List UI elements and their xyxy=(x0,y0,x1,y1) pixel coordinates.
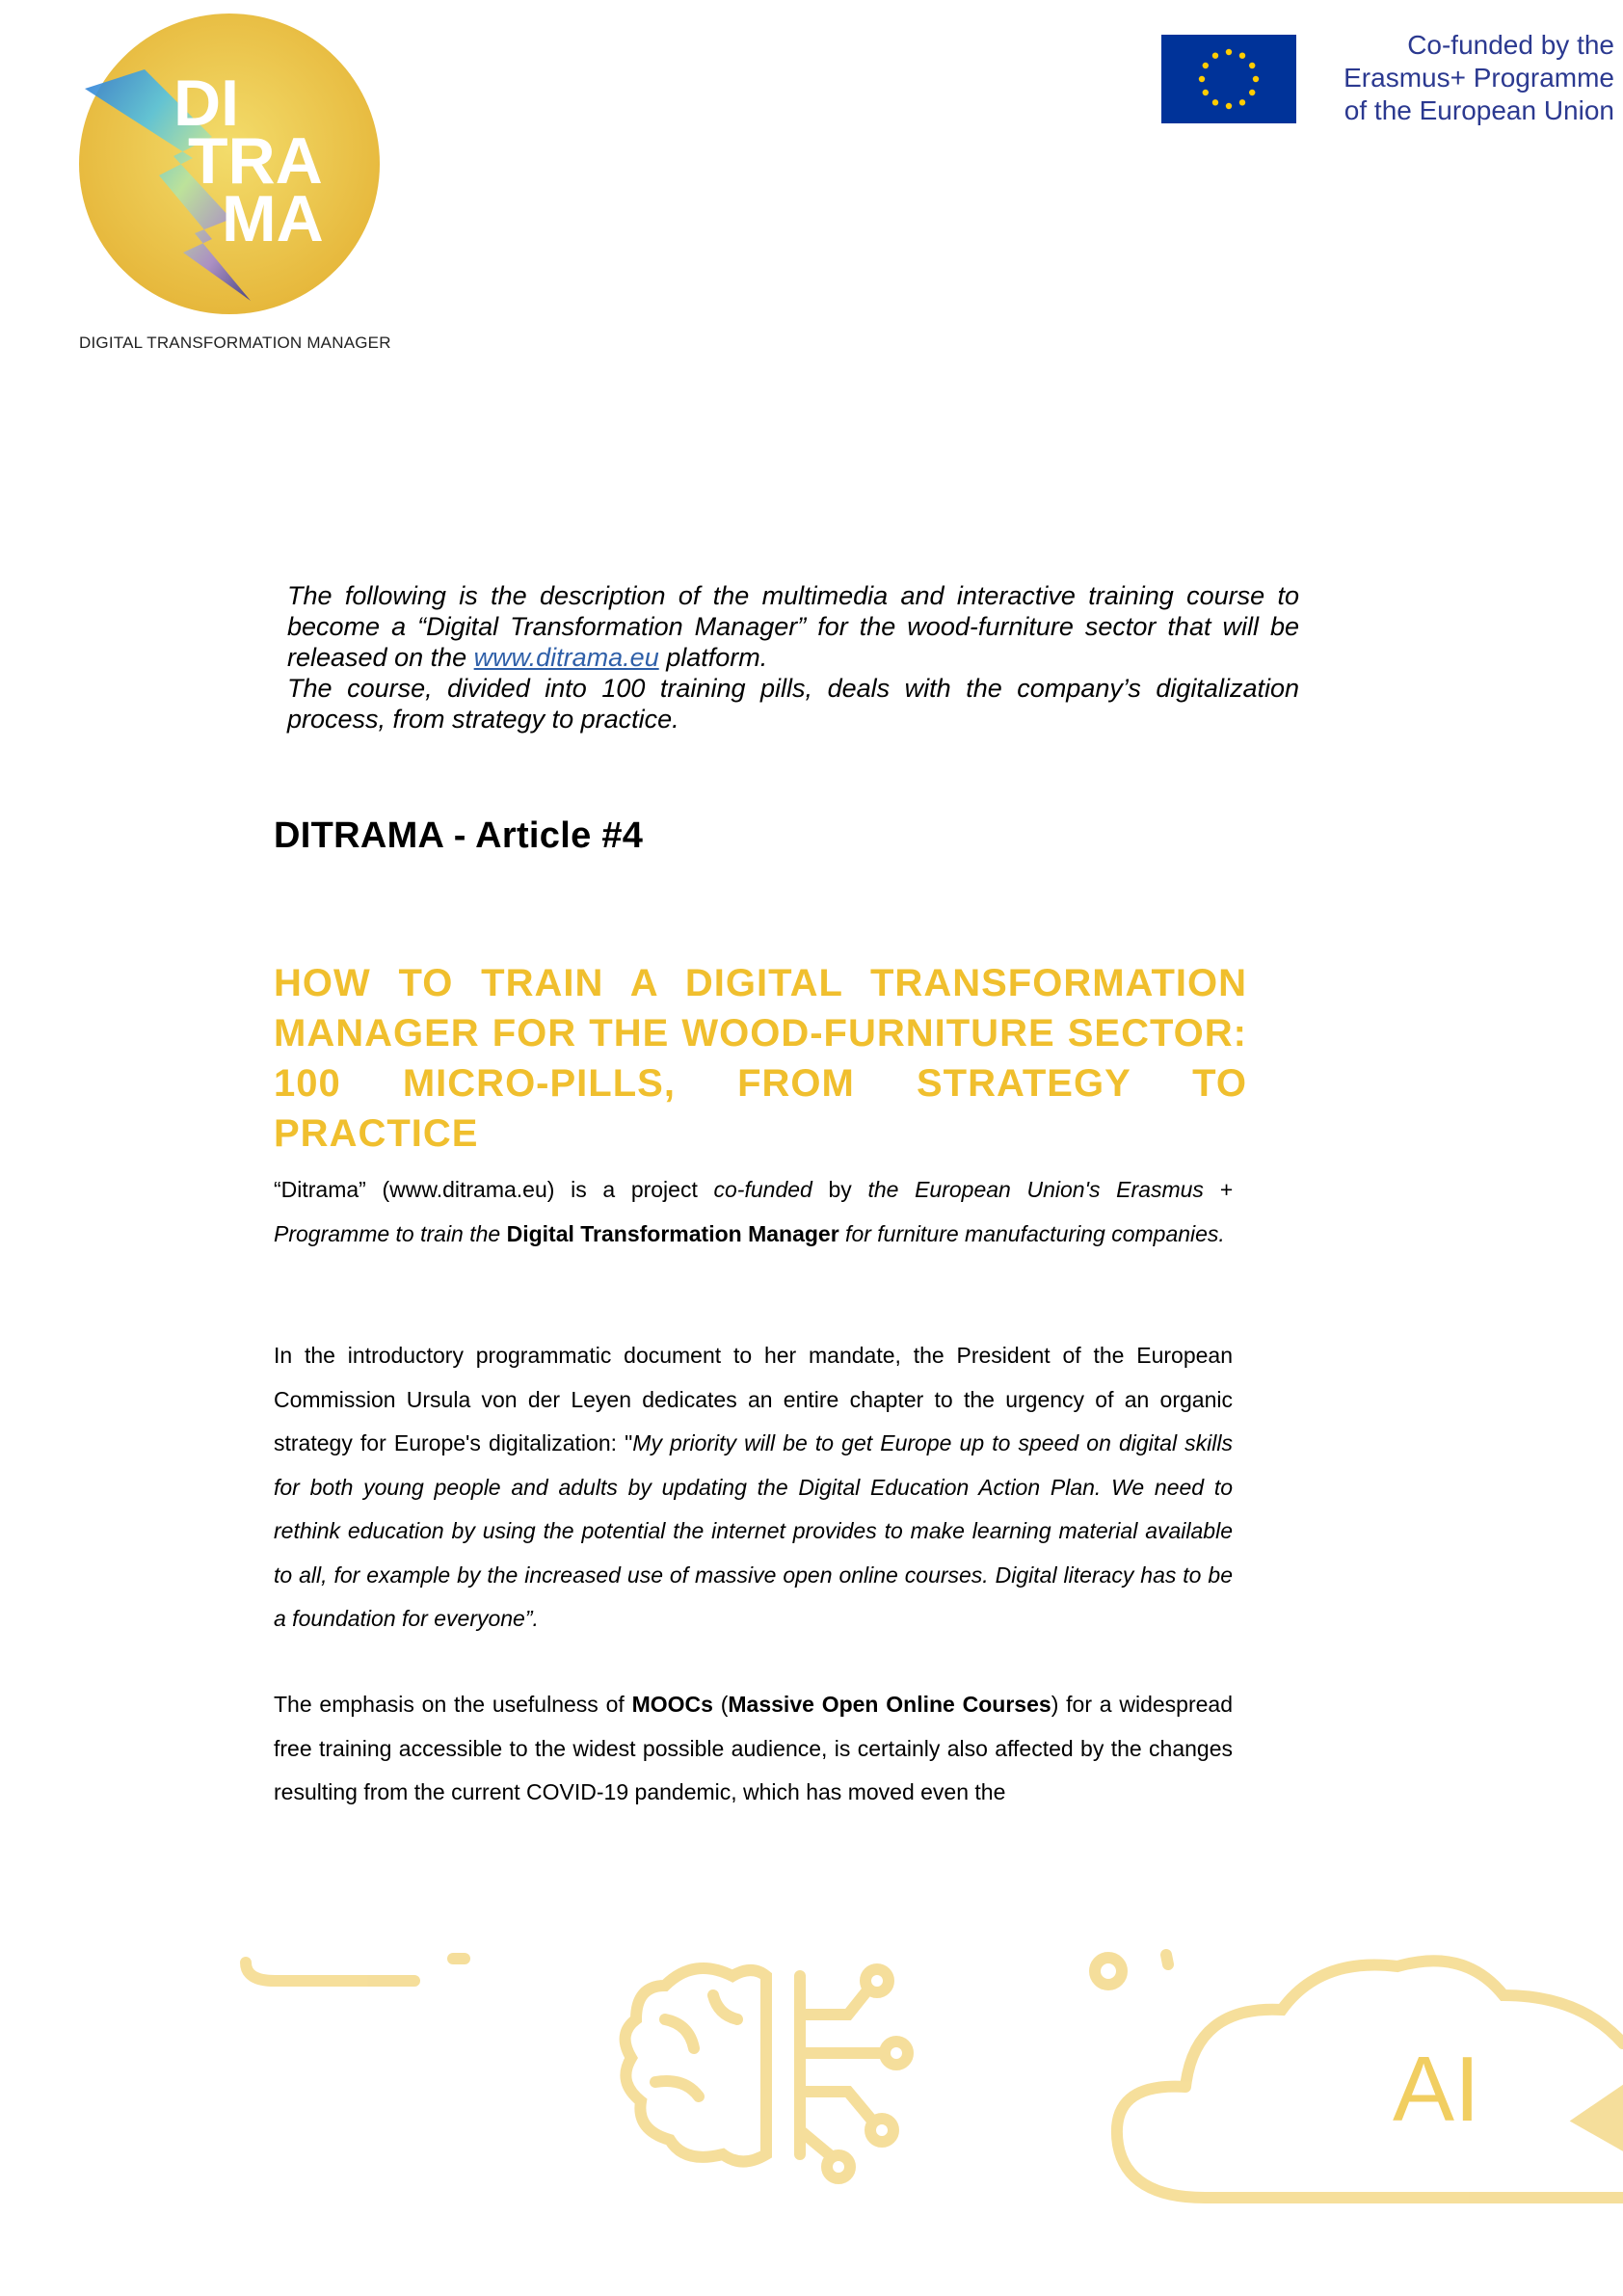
ditrama-logo xyxy=(67,12,395,359)
intro-description xyxy=(287,580,1299,734)
intro-paragraph-1 xyxy=(287,580,1299,673)
p3-bold-moocs: MOOCs xyxy=(631,1692,713,1717)
body-paragraph-1 xyxy=(274,1168,1233,1256)
eu-funding-notice xyxy=(1161,29,1614,135)
intro-text: The following is the description of the multimedia and interactive training course to become a “Digital Transformation Manager” for the wood-furniture sector that will be released on the xyxy=(287,581,1299,672)
ai-cloud-icon xyxy=(1117,1961,1623,2198)
logo-caption: DIGITAL TRANSFORMATION MANAGER xyxy=(79,334,391,352)
brain-circuit-icon xyxy=(625,1968,908,2178)
eu-text-line-3: of the European Union xyxy=(1344,95,1614,125)
p1-italic-end: for furniture manufacturing companies. xyxy=(838,1220,1225,1246)
headline-line-1: HOW TO TRAIN A DIGITAL TRANSFORMATION xyxy=(274,962,1247,1004)
p1-italic-cofunded: co-funded xyxy=(713,1177,812,1202)
p2-text: In the introductory programmatic document to her mandate, the President of the European Commission Ursula von der Leyen dedicates an entire chapter to the urgency of an organic strategy for Europe's digitalization: " xyxy=(274,1343,1233,1455)
logo-letters-ma: MA xyxy=(222,182,324,255)
logo-letters-di: DI xyxy=(173,67,239,140)
footer-left-shape-icon xyxy=(246,1962,414,1981)
p3-text-c: ( xyxy=(712,1692,729,1717)
ai-label: AI xyxy=(1393,2038,1480,2141)
intro-text-after-link: platform. xyxy=(658,643,768,672)
p3-text-a: The emphasis on the usefulness of xyxy=(274,1692,632,1717)
p2-quote: My priority will be to get Europe up to speed on digital skills for both young people and adults by updating the Digital Education Action Plan. We need to rethink education by using the potential the internet provides to make learning material available to all, for example by the increased use of massive open online courses. Digital literacy has to be a foundation for everyone”. xyxy=(274,1430,1234,1631)
eu-text-line-2: Erasmus+ Programme xyxy=(1344,63,1614,93)
p1-text-c: by xyxy=(812,1177,868,1202)
ditrama-link[interactable]: www.ditrama.eu xyxy=(473,643,659,672)
article-headline xyxy=(274,958,1247,1159)
intro-paragraph-2: The course, divided into 100 training pills, deals with the company’s digitalization process, from strategy to practice. xyxy=(287,674,1299,734)
footer-decoration xyxy=(0,1937,1623,2296)
footer-dot-icon xyxy=(1095,1958,1122,1985)
p1-bold-dtm: Digital Transformation Manager xyxy=(506,1220,839,1246)
eu-flag-icon xyxy=(1161,35,1296,123)
logo-emblem xyxy=(67,12,395,320)
headline-line-3: 100 MICRO-PILLS, FROM STRATEGY TO PRACTICE xyxy=(274,1062,1247,1155)
p1-text-a: “Ditrama” (www.ditrama.eu) is a project xyxy=(274,1177,714,1202)
body-paragraph-2 xyxy=(274,1334,1233,1642)
footer-tick-icon xyxy=(1166,1955,1168,1964)
p1-italic-programme: the European Union's Erasmus + Programme to train the xyxy=(274,1177,1233,1246)
eu-funding-text xyxy=(1316,29,1614,127)
logo-letters-tra: TRA xyxy=(188,124,323,198)
p3-bold-massive-open: Massive Open Online Courses xyxy=(728,1692,1051,1717)
eu-text-line-1: Co-funded by the xyxy=(1407,30,1614,60)
headline-line-2: MANAGER FOR THE WOOD-FURNITURE SECTOR: xyxy=(274,1012,1247,1055)
p3-text-e: ) for a widespread free training accessible to the widest possible audience, is certainly also affected by the changes resulting from the current COVID-19 pandemic, which has moved even the xyxy=(274,1692,1234,1804)
article-label: DITRAMA - Article #4 xyxy=(274,815,644,856)
body-paragraph-3 xyxy=(274,1683,1233,1815)
